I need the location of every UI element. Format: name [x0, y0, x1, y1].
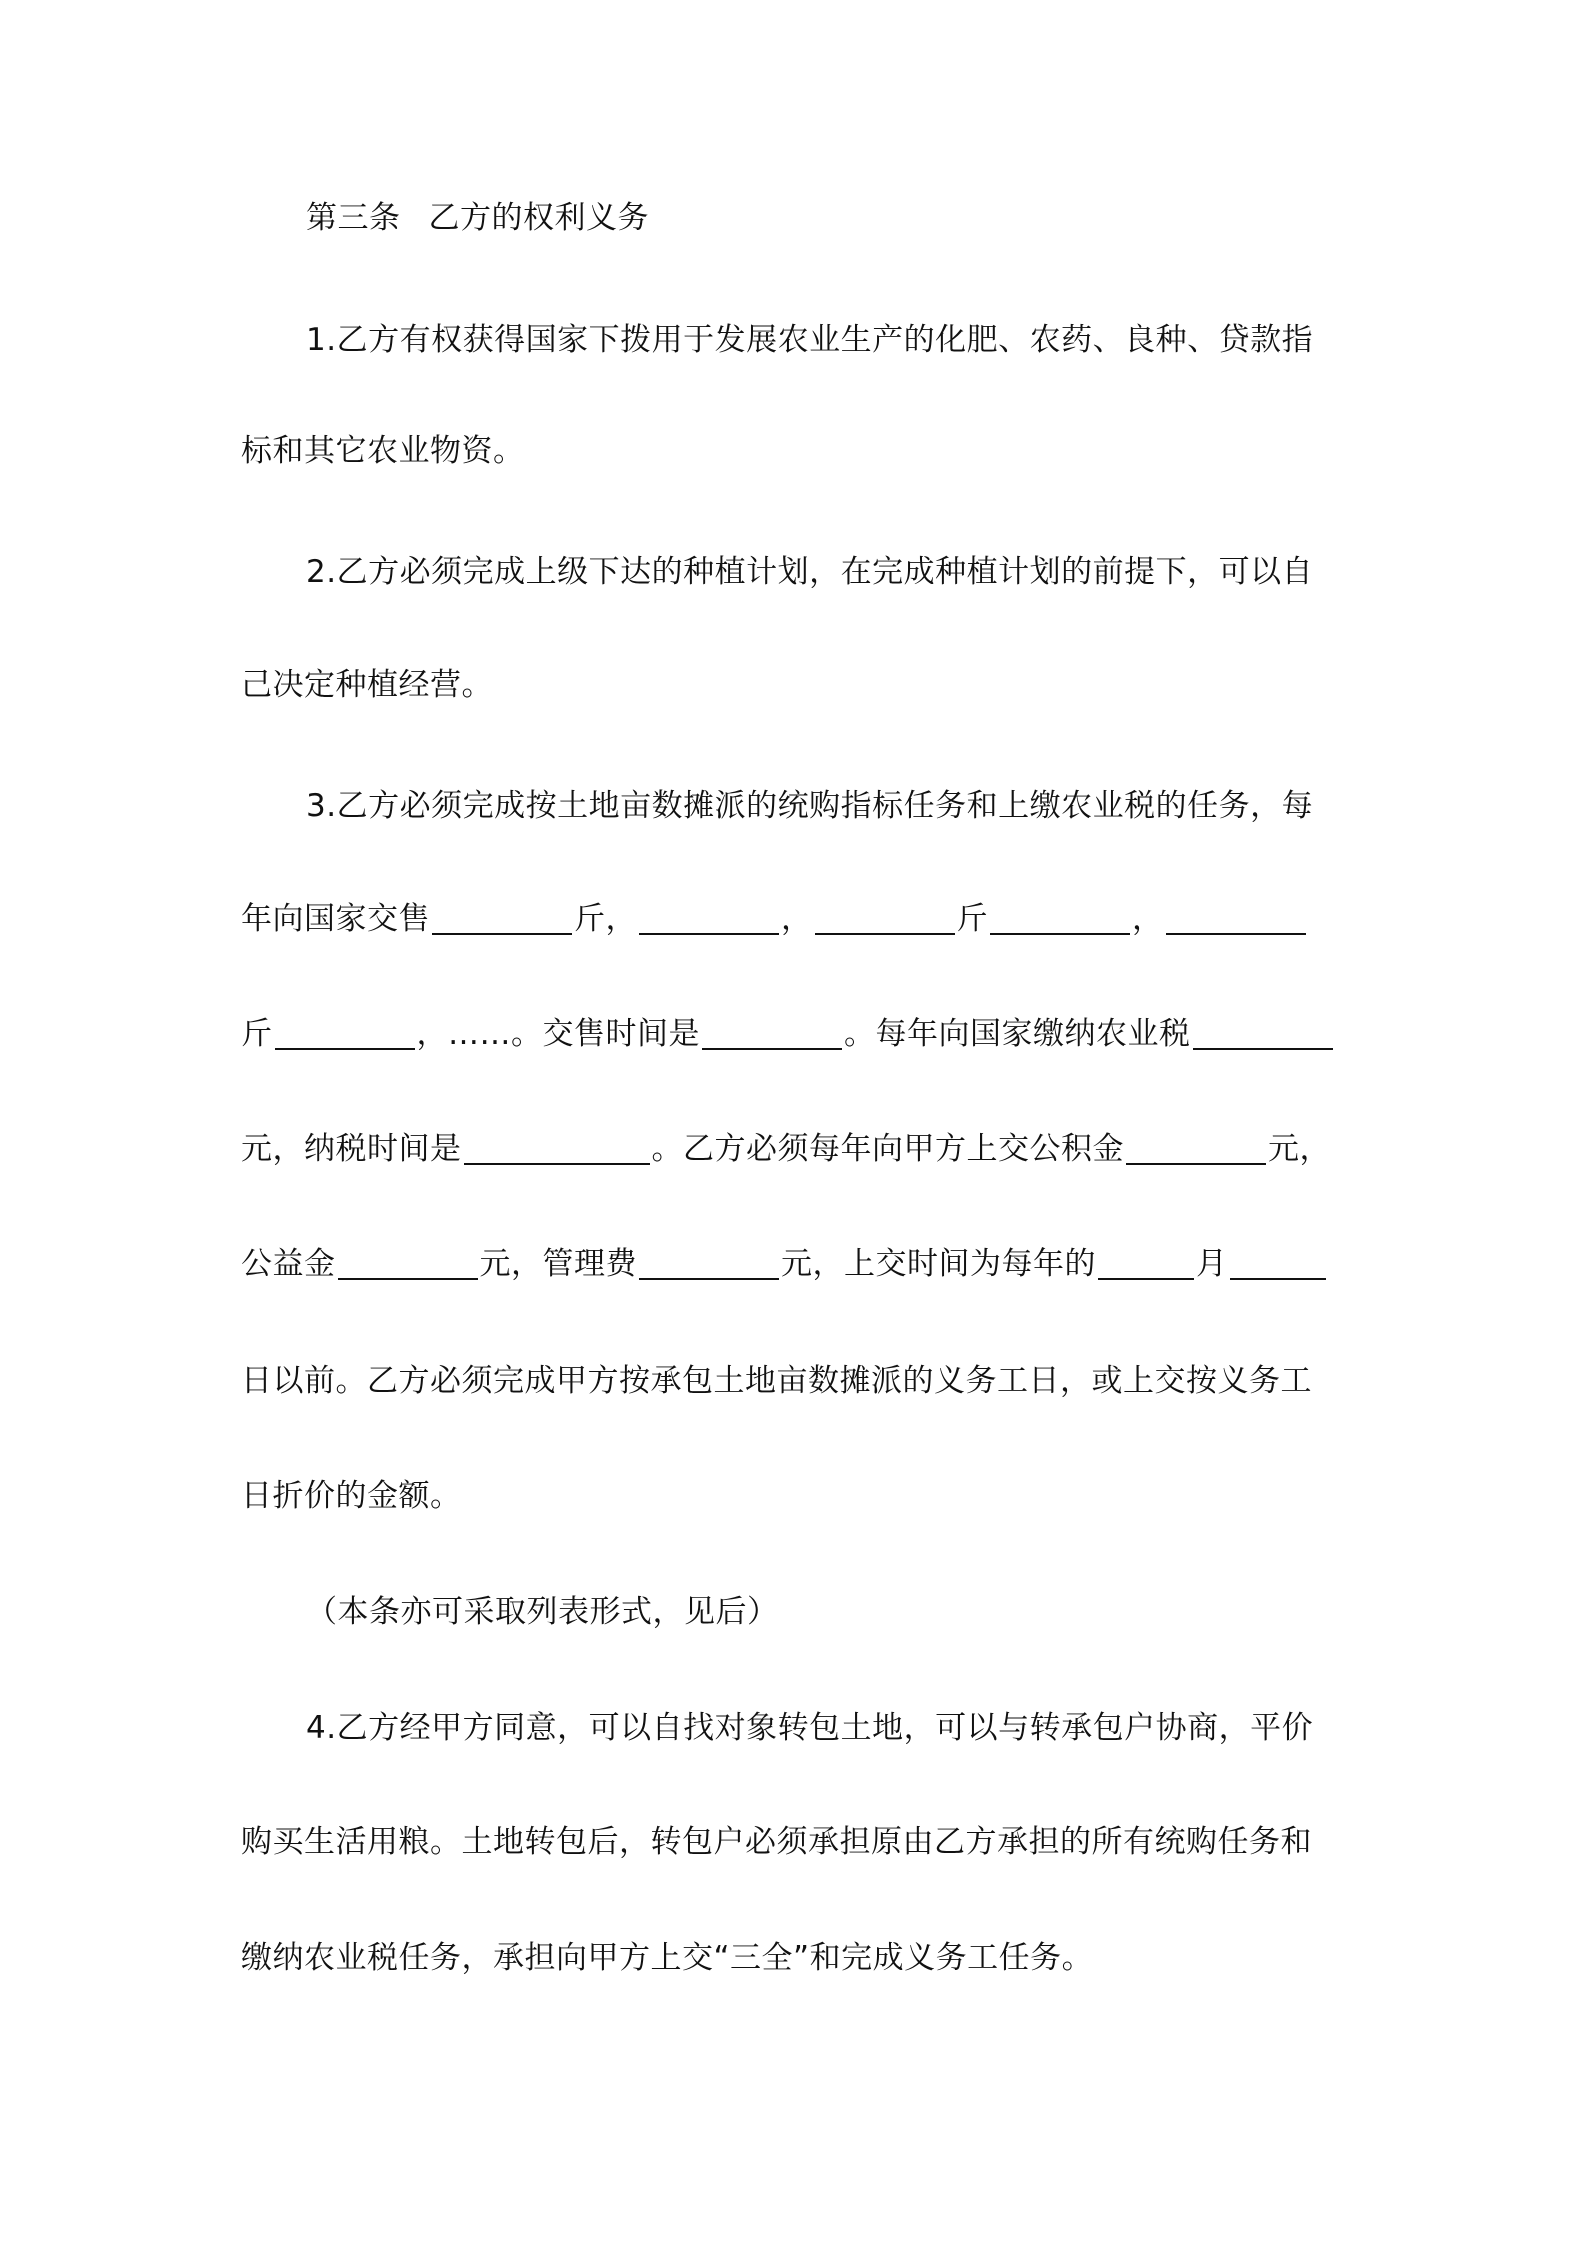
- blank-field: [990, 901, 1130, 935]
- blank-field: [1098, 1246, 1194, 1280]
- clause-3-line-7: 日折价的金额。: [241, 1478, 462, 1514]
- blank-field: [464, 1131, 650, 1165]
- clause-2-line-1: 2.乙方必须完成上级下达的种植计划，在完成种植计划的前提下，可以自: [306, 554, 1314, 590]
- blank-field: [815, 901, 955, 935]
- clause-3-line-3: [241, 1012, 1335, 1056]
- blank-field: [432, 901, 572, 935]
- clause-4-line-3: 缴纳农业税任务，承担向甲方上交“三全”和完成义务工任务。: [241, 1940, 1094, 1976]
- clause-3-text: 斤: [241, 1016, 273, 1052]
- blank-field: [1230, 1246, 1326, 1280]
- clause-3-text: 公益金: [241, 1246, 336, 1282]
- clause-3-text: ，: [1132, 901, 1164, 937]
- blank-field: [338, 1246, 478, 1280]
- clause-3-line-6: 日以前。乙方必须完成甲方按承包土地亩数摊派的义务工日，或上交按义务工: [241, 1363, 1312, 1399]
- clause-3-text: 元，: [1268, 1131, 1331, 1167]
- clause-2-line-2: 己决定种植经营。: [241, 667, 493, 703]
- clause-3-text: 元，管理费: [479, 1246, 637, 1282]
- blank-field: [702, 1016, 842, 1050]
- clause-3-text: 年向国家交售: [241, 901, 430, 937]
- blank-field: [639, 901, 779, 935]
- clause-3-text: 。每年向国家缴纳农业税: [844, 1016, 1191, 1052]
- clause-1-line-1: 1.乙方有权获得国家下拨用于发展农业生产的化肥、农药、良种、贷款指: [306, 322, 1314, 358]
- clause-3-line-5: [241, 1242, 1328, 1286]
- clause-3-text: 。乙方必须每年向甲方上交公积金: [651, 1131, 1124, 1167]
- blank-field: [1126, 1131, 1266, 1165]
- clause-4-line-2: 购买生活用粮。土地转包后，转包户必须承担原由乙方承担的所有统购任务和: [241, 1824, 1312, 1860]
- blank-field: [1193, 1016, 1333, 1050]
- clause-3-text: ，……。交售时间是: [416, 1016, 700, 1052]
- article-heading: [306, 196, 649, 240]
- article-title: 乙方的权利义务: [428, 200, 649, 236]
- clause-3-text: ，: [781, 901, 813, 937]
- blank-field: [639, 1246, 779, 1280]
- clause-3-line-2: [241, 897, 1308, 941]
- clause-3-text: 月: [1196, 1246, 1228, 1282]
- clause-3-text: 元，上交时间为每年的: [781, 1246, 1096, 1282]
- clause-3-text: 斤，: [574, 901, 637, 937]
- clause-4-line-1: 4.乙方经甲方同意，可以自找对象转包土地，可以与转承包户协商，平价: [306, 1710, 1314, 1746]
- clause-3-text: 斤: [956, 901, 988, 937]
- blank-field: [1166, 901, 1306, 935]
- clause-3-line-1: 3.乙方必须完成按土地亩数摊派的统购指标任务和上缴农业税的任务，每: [306, 788, 1314, 824]
- article-number: 第三条: [306, 200, 401, 236]
- clause-3-note: （本条亦可采取列表形式，见后）: [306, 1594, 779, 1630]
- clause-3-line-4: [241, 1127, 1331, 1171]
- clause-3-text: 元，纳税时间是: [241, 1131, 462, 1167]
- clause-1-line-2: 标和其它农业物资。: [241, 433, 525, 469]
- blank-field: [275, 1016, 415, 1050]
